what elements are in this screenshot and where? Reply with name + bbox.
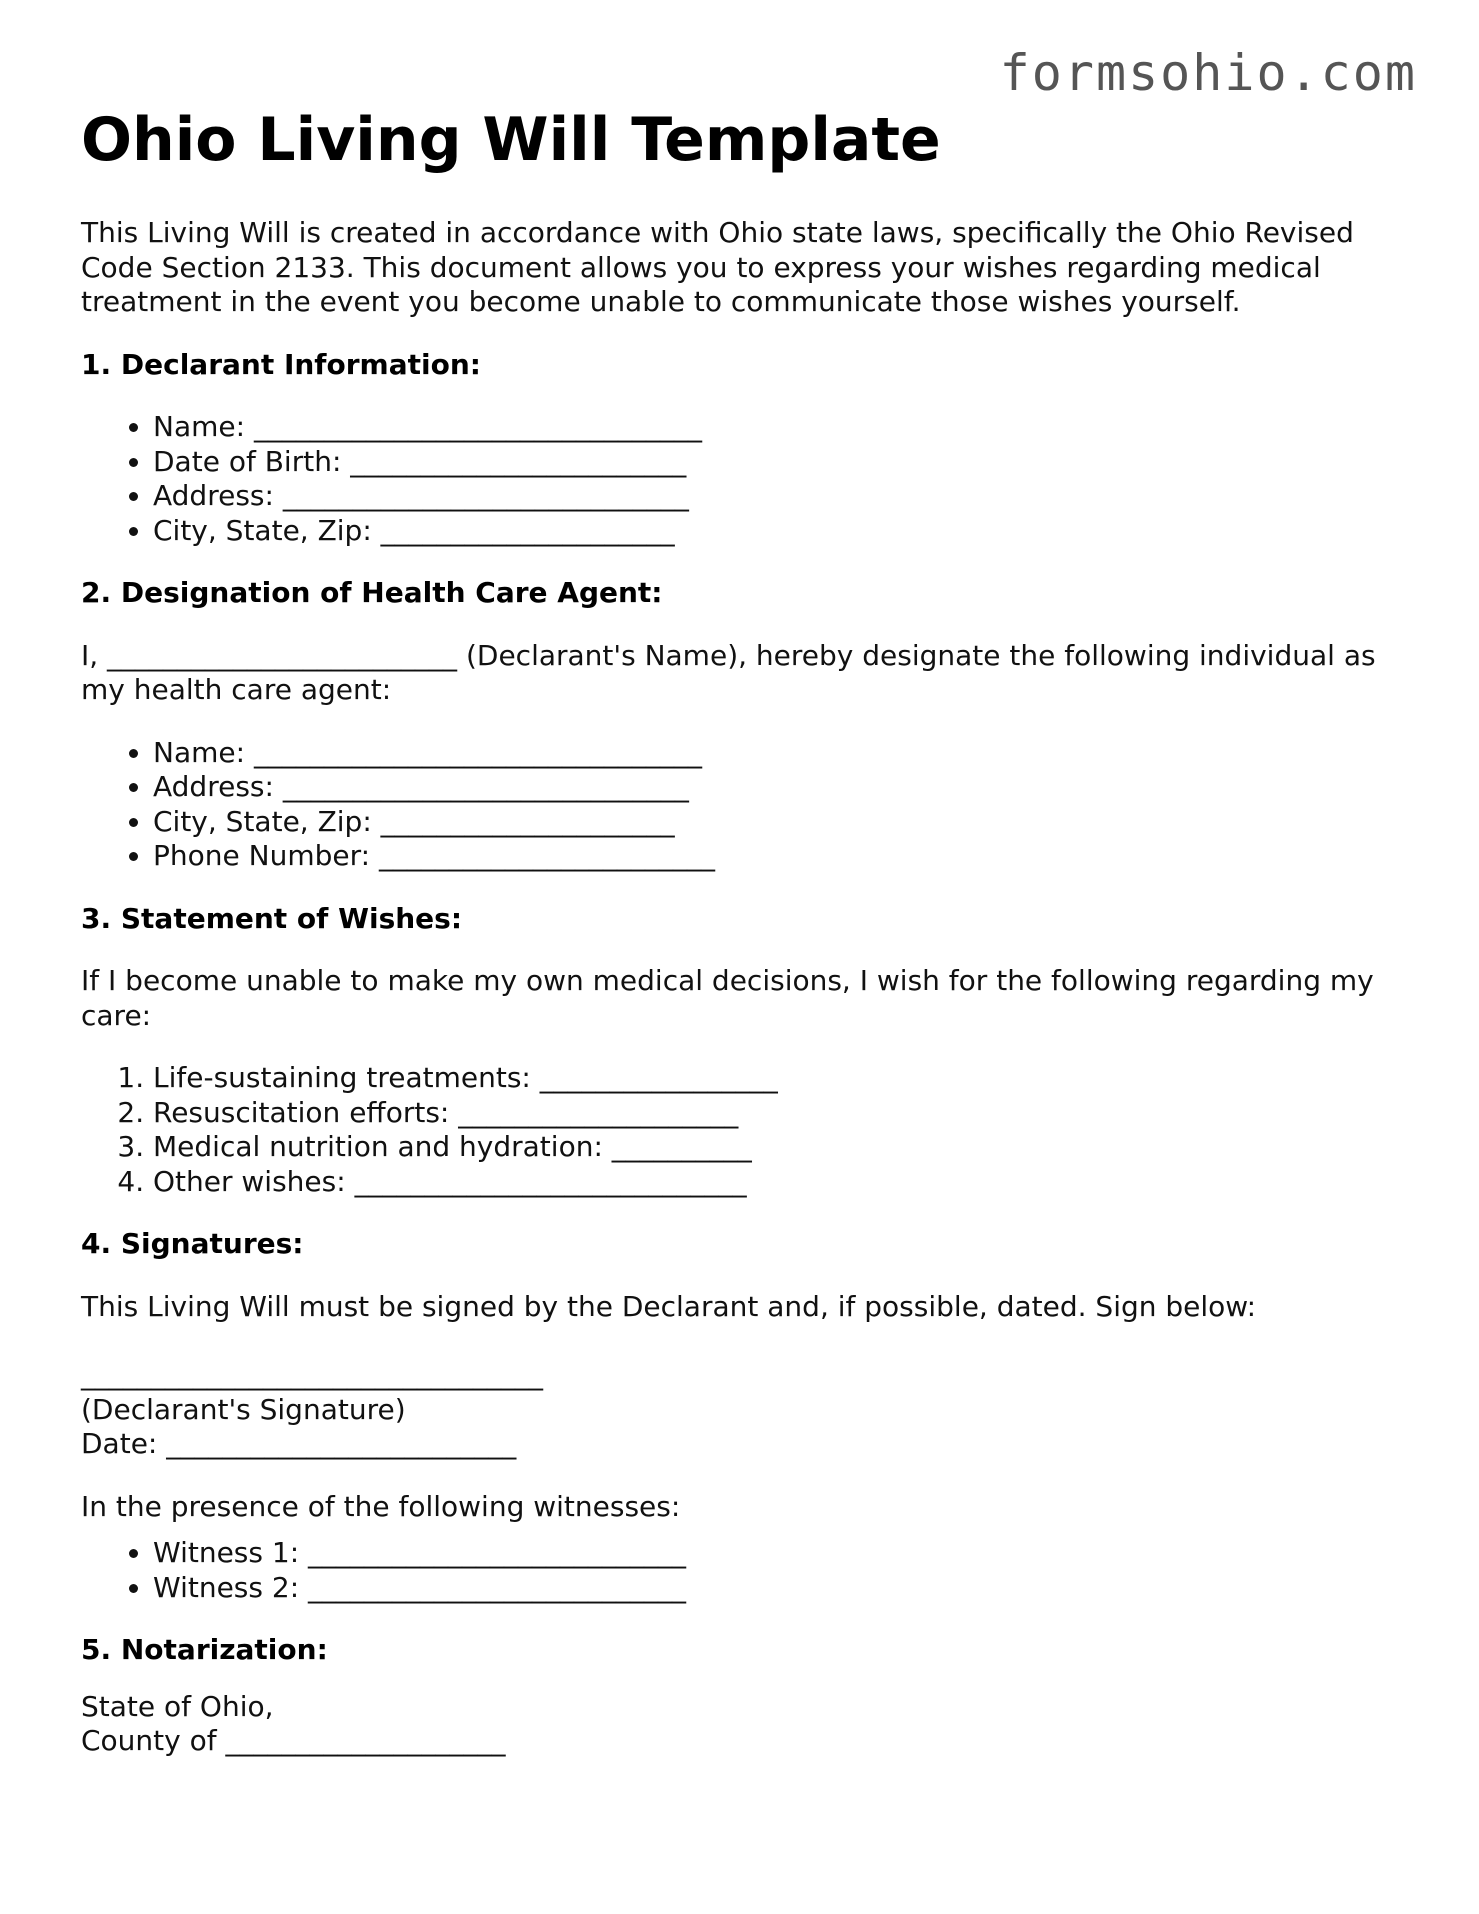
signature-line: _________________________________ <box>81 1358 543 1391</box>
notary-state-line: State of Ohio, <box>81 1689 274 1723</box>
declarant-field-list <box>81 410 1411 548</box>
section-heading-wishes: 3. Statement of Wishes: <box>81 901 463 935</box>
signature-date-field: Date: _________________________ <box>81 1427 517 1460</box>
intro-paragraph: This Living Will is created in accordance with Ohio state laws, specifically the Ohio Revised Code Section 2133. This document allows you to express your wishes regarding medical treatment in the event you become unable to communicate those wishes yourself. <box>81 216 1354 318</box>
declarant-signature-block <box>81 1358 1411 1462</box>
wish-life-sustaining: 1. Life-sustaining treatments: _________________ <box>153 1061 1411 1096</box>
witness-1-field: • Witness 1: ___________________________ <box>153 1536 1411 1571</box>
wish-resuscitation: 2. Resuscitation efforts: ____________________ <box>153 1096 1411 1131</box>
agent-city-state-zip-field: • City, State, Zip: _____________________ <box>153 805 1411 840</box>
notarization-block <box>81 1690 1411 1759</box>
document-page <box>81 106 1411 1759</box>
section-heading-notarization: 5. Notarization: <box>81 1633 328 1666</box>
agent-field-list <box>81 736 1411 874</box>
witness-2-field: • Witness 2: ___________________________ <box>153 1571 1411 1606</box>
declarant-address-field: • Address: _____________________________ <box>153 479 1411 514</box>
agent-address-field: • Address: _____________________________ <box>153 770 1411 805</box>
page-title: Ohio Living Will Template <box>81 105 941 175</box>
section-heading-signatures: 4. Signatures: <box>81 1227 304 1260</box>
wish-other: 4. Other wishes: ____________________________ <box>153 1165 1411 1200</box>
wish-nutrition-hydration: 3. Medical nutrition and hydration: __________ <box>153 1130 1411 1165</box>
witness-list <box>81 1536 1411 1605</box>
declarant-name-field: • Name: ________________________________ <box>153 410 1411 445</box>
agent-phone-field: • Phone Number: ________________________ <box>153 839 1411 874</box>
section-heading-agent: 2. Designation of Health Care Agent: <box>81 576 663 609</box>
signature-caption: (Declarant's Signature) <box>81 1392 406 1426</box>
section-heading-declarant: 1. Declarant Information: <box>81 347 481 381</box>
witness-intro: In the presence of the following witnesses: <box>81 1489 681 1523</box>
notary-county-field: County of ____________________ <box>81 1724 506 1757</box>
agent-designation-statement: I, _________________________ (Declarant's Name), hereby designate the following individual as my health care agent: <box>81 638 1376 706</box>
wishes-list <box>81 1061 1411 1199</box>
declarant-dob-field: • Date of Birth: ________________________ <box>153 445 1411 480</box>
watermark: formsohio.com <box>999 44 1417 102</box>
declarant-city-state-zip-field: • City, State, Zip: _____________________ <box>153 514 1411 549</box>
signatures-statement: This Living Will must be signed by the Declarant and, if possible, dated. Sign below: <box>81 1289 1257 1323</box>
agent-name-field: • Name: ________________________________ <box>153 736 1411 771</box>
wishes-statement: If I become unable to make my own medical decisions, I wish for the following regarding my care: <box>81 964 1374 1032</box>
